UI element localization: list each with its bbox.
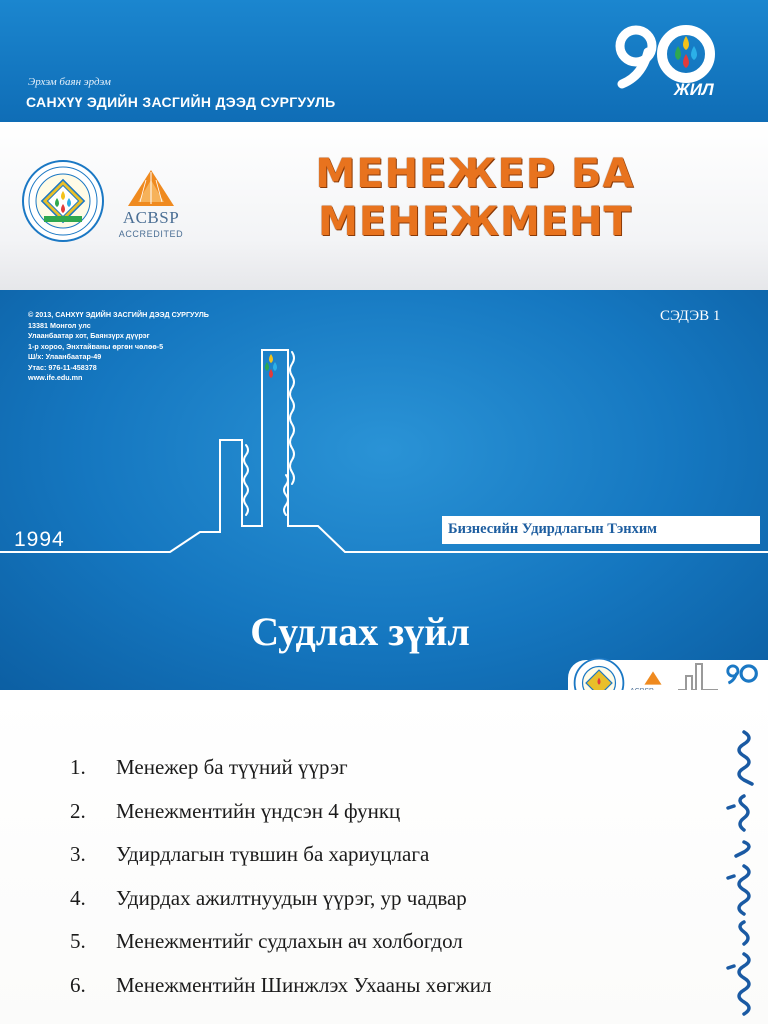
list-item-number: 5. (70, 929, 86, 953)
section-slide (0, 290, 768, 690)
copyright-line: 1-р хороо, Энхтайваны өргөн чөлөө-5 (28, 341, 164, 351)
list-item-text: Удирдах ажилтнуудын үүрэг, ур чадвар (116, 885, 467, 910)
title-slide-header (0, 0, 768, 290)
list-item-number: 1. (70, 755, 86, 779)
copyright-line: Ш/х: Улаанбаатар-49 (28, 352, 102, 361)
slide-title-line-1: МЕНЕЖЕР БА (315, 151, 635, 197)
list-item (70, 790, 491, 834)
slide-title-line-2: МЕНЕЖМЕНТ (318, 199, 632, 245)
topics-list (70, 746, 491, 1007)
department-name: Бизнесийн Удирдлагын Тэнхим (448, 521, 658, 537)
list-item-text: Менежментийг судлахын ач холбогдол (116, 929, 463, 953)
university-name: САНХҮҮ ЭДИЙН ЗАСГИЙН ДЭЭД СУРГУУЛЬ (26, 94, 336, 110)
copyright-line: Улаанбаатар хот, Баянзүрх дүүрэг (28, 331, 150, 340)
monument-script-strokes (244, 352, 294, 515)
mongolian-script-calligraphy-icon (722, 726, 768, 1024)
monument-outline-icon (0, 290, 768, 590)
small-monument-icon (678, 662, 718, 692)
list-item-number: 4. (70, 885, 86, 910)
list-item-text: Менежментийн Шинжлэх Ухааны хөгжил (116, 972, 492, 997)
list-item-text: Удирдлагын түвшин ба хариуцлага (116, 842, 430, 866)
acbsp-logo (116, 168, 186, 248)
university-seal-icon (22, 160, 104, 242)
list-item-number: 6. (70, 972, 86, 997)
acbsp-triangle-icon (116, 168, 186, 208)
copyright-line: 13381 Монгол улс (28, 320, 91, 330)
anniversary-90-badge (608, 24, 728, 106)
small-90-icon (720, 664, 766, 690)
list-item (70, 920, 491, 964)
list-item (70, 746, 491, 790)
acbsp-status: ACCREDITED (118, 229, 184, 239)
founding-year: 1994 (14, 528, 65, 551)
study-topics-title: Судлах зүйл (250, 609, 470, 654)
university-motto: Эрхэм баян эрдэм (28, 76, 111, 88)
university-seal-logo (22, 160, 104, 242)
copyright-line: Утас: 976-11-458378 (28, 362, 97, 372)
copyright-line: © 2013, САНХҮҮ ЭДИЙН ЗАСГИЙН ДЭЭД СУРГУУЛЬ (28, 310, 209, 319)
list-item (70, 877, 491, 921)
list-item-number: 2. (70, 798, 86, 823)
list-item (70, 833, 491, 877)
small-acbsp-icon (640, 668, 666, 688)
acbsp-name: ACBSP (122, 208, 180, 227)
copyright-line: www.ife.edu.mn (28, 373, 83, 382)
list-item-text: Менежментийн үндсэн 4 функц (116, 798, 401, 823)
list-item (70, 964, 491, 1008)
anniversary-word: ЖИЛ (674, 80, 714, 99)
topic-label: СЭДЭВ 1 (660, 308, 721, 324)
slide-title (300, 150, 650, 246)
list-item-text: Менежер ба түүний үүрэг (116, 755, 348, 779)
list-item-number: 3. (70, 842, 86, 866)
